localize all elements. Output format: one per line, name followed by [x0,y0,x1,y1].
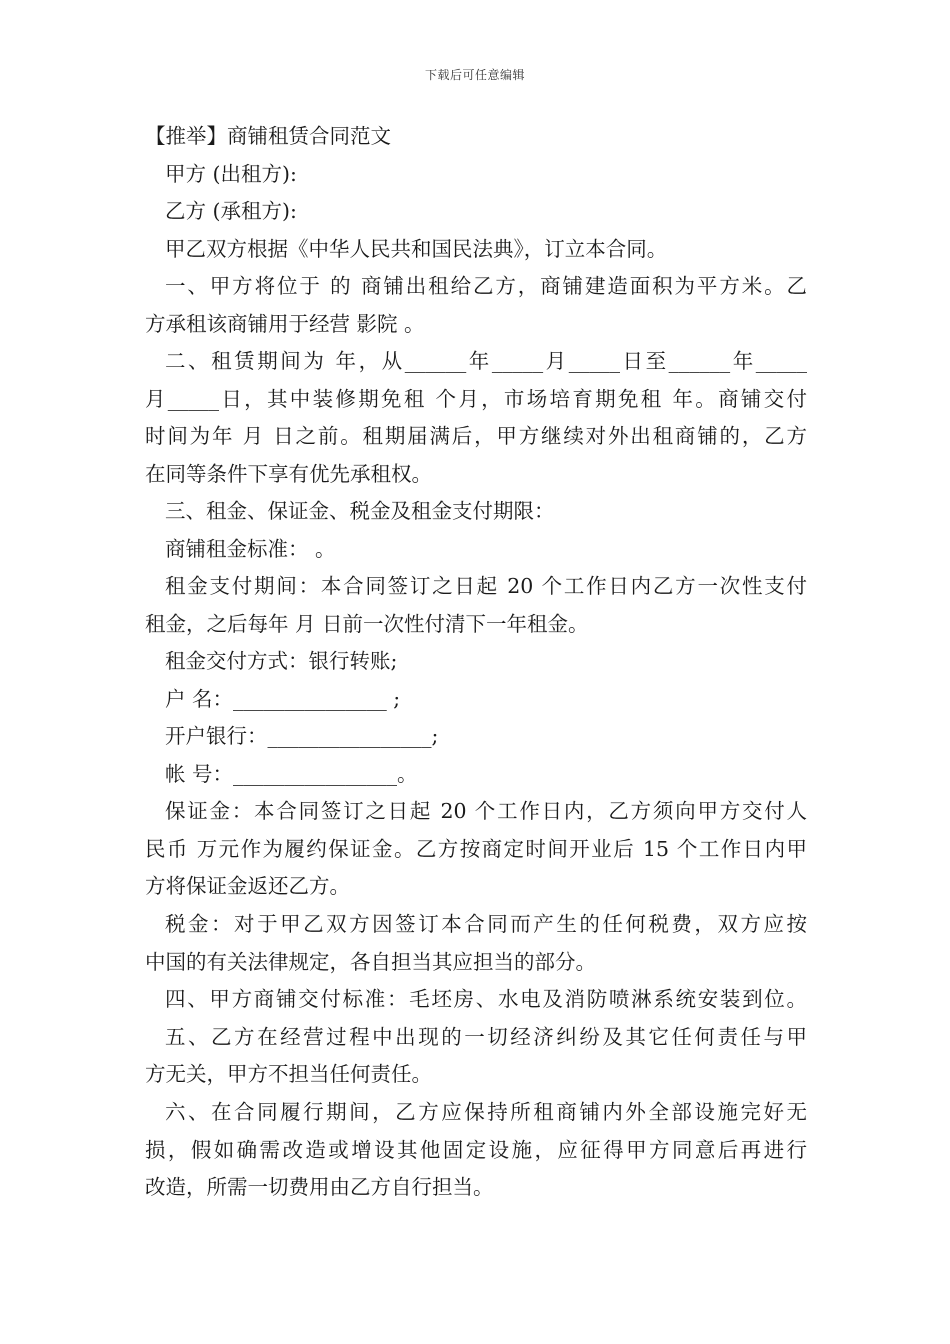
text-line: 开户银行：________________; [165,724,439,748]
text-line: 中国的有关法律规定，各自担当其应担当的部分。 [145,949,596,974]
text-line: 租金支付期间：本合同签订之日起 20 个工作日内乙方一次性支付 [165,574,807,598]
document-title: 【推举】商铺租赁合同范文 [145,124,391,148]
text-line: 六、在合同履行期间，乙方应保持所租商铺内外全部设施完好无 [165,1100,807,1124]
text-line: 改造，所需一切费用由乙方自行担当。 [145,1175,494,1199]
text-line: 户 名：_______________ ; [165,686,401,711]
text-line: 二、租赁期间为 年，从______年_____月_____日至______年_____ [165,349,807,373]
text-line: 方将保证金返还乙方。 [145,874,350,898]
page-header-note: 下载后可任意编辑 [424,68,525,82]
text-line: 损，假如确需改造或增设其他固定设施，应征得甲方同意后再进行 [145,1137,807,1162]
text-line: 五、乙方在经营过程中出现的一切经济纠纷及其它任何责任与甲 [165,1024,807,1049]
text-line: 四、甲方商铺交付标准：毛坯房、水电及消防喷淋系统安装到位。 [165,987,807,1011]
text-line: 甲方 (出租方): [165,161,297,186]
text-line: 租金交付方式：银行转账; [165,649,398,673]
text-line: 一、甲方将位于 的 商铺出租给乙方，商铺建造面积为平方米。乙 [165,274,807,298]
text-line: 甲乙双方根据《中华人民共和国民法典》，订立本合同。 [165,236,668,261]
text-line: 时间为年 月 日之前。租期届满后，甲方继续对外出租商铺的，乙方 [145,424,807,448]
contract-body [145,118,807,1207]
text-line: 税金：对于甲乙双方因签订本合同而产生的任何税费，双方应按 [165,912,807,936]
text-line: 三、租金、保证金、税金及租金支付期限： [165,499,555,523]
text-line: 租金，之后每年 月 日前一次性付清下一年租金。 [145,611,589,636]
text-line: 帐 号：________________。 [165,761,418,786]
text-line: 保证金：本合同签订之日起 20 个工作日内，乙方须向甲方交付人 [165,799,807,823]
text-line: 方承租该商铺用于经营 影院 。 [145,311,425,336]
text-line: 方无关，甲方不担当任何责任。 [145,1062,432,1086]
text-line: 商铺租金标准： 。 [165,536,336,561]
text-line: 乙方 (承租方): [165,199,297,223]
text-line: 月_____日，其中装修期免租 个月，市场培育期免租 年。商铺交付 [145,386,807,411]
text-line: 民币 万元作为履约保证金。乙方按商定时间开业后 15 个工作日内甲 [145,836,807,861]
text-line: 在同等条件下享有优先承租权。 [145,461,432,486]
